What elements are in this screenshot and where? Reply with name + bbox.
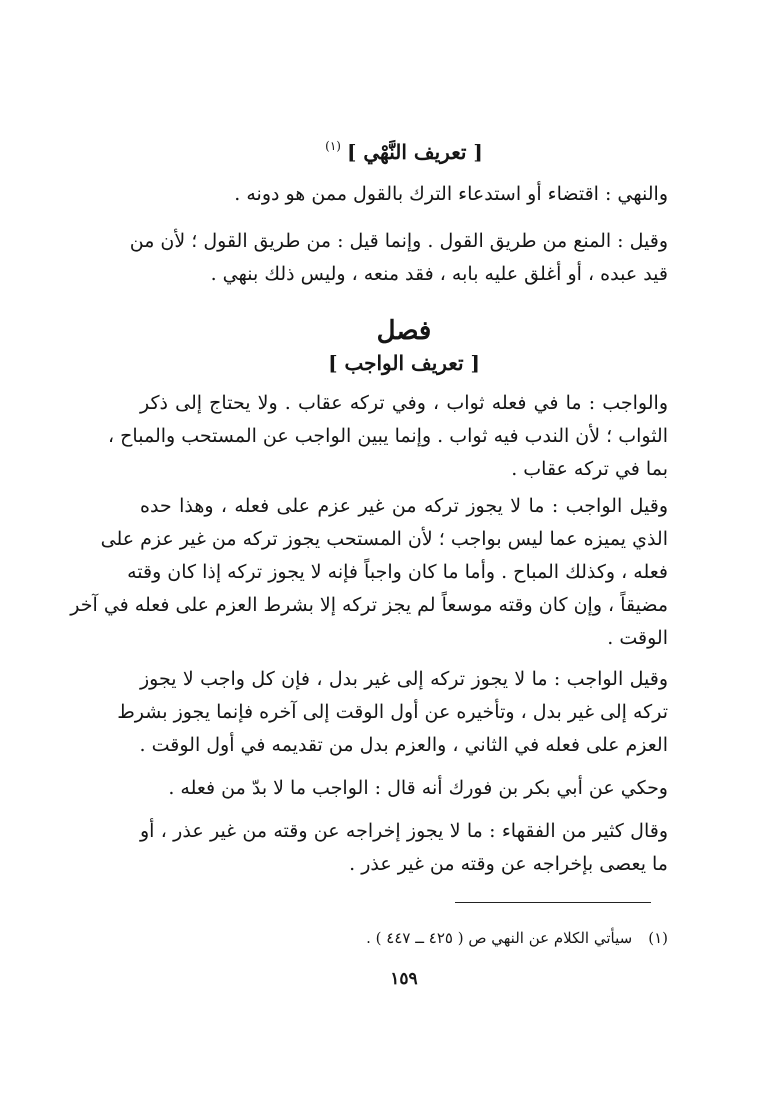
paragraph-prohibition-definition	[140, 178, 668, 211]
footnote-separator	[455, 902, 651, 903]
heading-definition-of-prohibition	[140, 128, 668, 170]
text-line: وقال كثير من الفقهاء : ما لا يجوز إخراجه عن وقته من غير عذر ، أو	[140, 820, 668, 842]
text-line: وقيل : المنع من طريق القول . وإنما قيل : من طريق القول ؛ لأن من	[129, 230, 668, 252]
paragraph-obligatory-substitute	[117, 663, 668, 762]
text-line: قيد عبده ، أو أغلق عليه بابه ، فقد منعه ، وليس ذلك بنهي .	[210, 263, 668, 285]
heading-prohibition-text: [ تعريف النَّهْي ]	[346, 140, 483, 164]
text-line: مضيقاً ، وإن كان وقته موسعاً لم يجز تركه إلا بشرط العزم على فعله في آخر	[70, 594, 668, 616]
text-line: الوقت .	[607, 627, 668, 649]
text-line: تركه إلى غير بدل ، وتأخيره عن أول الوقت إلى آخره فإنما يجوز بشرط	[117, 701, 668, 723]
paragraph-jurists-view	[140, 815, 668, 881]
heading-definition-of-obligatory: [ تعريف الواجب ]	[328, 351, 480, 375]
section-title: فصل	[376, 316, 432, 346]
paragraph-ibn-furak	[140, 772, 668, 805]
footnote-number: (١)	[648, 929, 668, 947]
footnote-text: سيأتي الكلام عن النهي ص ( ٤٢٥ ــ ٤٤٧ ) .	[366, 929, 633, 947]
paragraph-obligatory-resolve	[70, 490, 668, 655]
text-line: والواجب : ما في فعله ثواب ، وفي تركه عقاب . ولا يحتاج إلى ذكر	[140, 392, 668, 414]
text-line: الذي يميزه عما ليس بواجب ؛ لأن المستحب يجوز تركه من غير عزم على	[100, 528, 668, 550]
footnote	[140, 924, 668, 952]
footnote-marker: (١)	[325, 139, 341, 153]
text-line: ما يعصى بإخراجه عن وقته من غير عذر .	[349, 853, 668, 875]
text-line: وحكي عن أبي بكر بن فورك أنه قال : الواجب ما لا بدّ من فعله .	[168, 777, 668, 799]
text-line: العزم على فعله في الثاني ، والعزم بدل من تقديمه في أول الوقت .	[139, 734, 668, 756]
paragraph-prohibition-alternative	[129, 225, 668, 291]
text-line: والنهي : اقتضاء أو استدعاء الترك بالقول ممن هو دونه .	[234, 183, 668, 205]
text-line: وقيل الواجب : ما لا يجوز تركه من غير عزم على فعله ، وهذا حده	[140, 495, 668, 517]
paragraph-obligatory-definition	[108, 387, 668, 486]
text-line: فعله ، وكذلك المباح . وأما ما كان واجباً فإنه لا يجوز تركه إذا كان وقته	[127, 561, 668, 583]
page-number: ١٥٩	[390, 969, 418, 989]
text-line: الثواب ؛ لأن الندب فيه ثواب . وإنما يبين الواجب عن المستحب والمباح ،	[108, 425, 668, 447]
text-line: بما في تركه عقاب .	[511, 458, 668, 480]
text-line: وقيل الواجب : ما لا يجوز تركه إلى غير بدل ، فإن كل واجب لا يجوز	[140, 668, 668, 690]
